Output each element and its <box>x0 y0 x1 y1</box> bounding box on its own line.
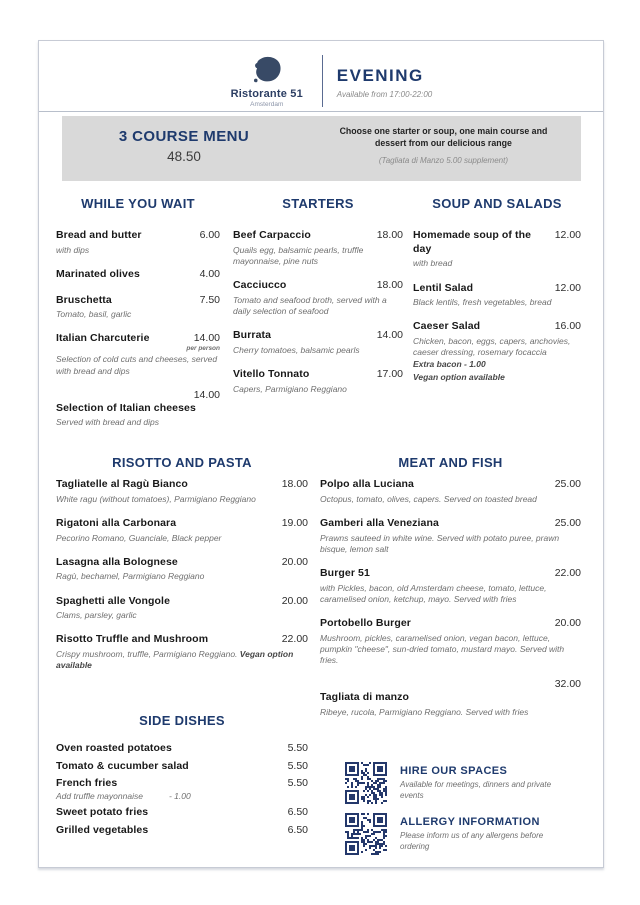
menu-item <box>413 229 581 270</box>
dish-price-box <box>288 777 308 789</box>
menu-item <box>56 268 220 282</box>
menu-item-row <box>56 294 220 308</box>
dish-name: Beef Carpaccio <box>233 229 311 241</box>
menu-item <box>56 332 220 376</box>
dish-price-box <box>377 229 403 241</box>
qr-code-icon <box>345 762 387 804</box>
menu-item-row <box>56 229 220 243</box>
dish-price: 17.00 <box>376 368 403 381</box>
menu-item-row <box>320 517 581 531</box>
restaurant-name: Ristorante 51 <box>230 88 303 100</box>
dish-price-box <box>377 329 403 341</box>
dish-description: Capers, Parmigiano Reggiano <box>233 383 347 394</box>
dish-price-box <box>555 567 581 579</box>
dish-price: 6.50 <box>287 806 308 819</box>
ink-blob-logo-icon <box>249 55 285 87</box>
menu-item <box>56 777 308 802</box>
section-title: SOUP AND SALADS <box>432 196 562 211</box>
footer-link-title: ALLERGY INFORMATION <box>400 816 540 828</box>
section-title: STARTERS <box>282 196 354 211</box>
course-menu-offer <box>62 116 306 181</box>
menu-item <box>233 279 403 317</box>
dish-description: Crispy mushroom, truffle, Parmigiano Reggiano. Vegan option available <box>56 649 294 671</box>
dish-description: Quails egg, balsamic pearls, truffle mayonnaise, pine nuts <box>233 244 364 266</box>
dish-price: 5.50 <box>287 777 308 790</box>
dish-name: Gamberi alla Veneziana <box>320 516 439 529</box>
menu-item-row <box>56 760 308 774</box>
dish-price-note: per person <box>186 345 220 353</box>
dish-price-box <box>555 282 581 294</box>
dish-price-box <box>555 617 581 629</box>
dish-description: with bread <box>413 258 453 269</box>
menu-item-row <box>56 595 308 609</box>
footer-link-desc: Available for meetings, dinners and private events <box>400 780 552 800</box>
menu-item <box>56 229 220 256</box>
menu-item <box>233 329 403 356</box>
dish-name: Caeser Salad <box>413 320 481 333</box>
restaurant-city: Amsterdam <box>250 101 284 108</box>
dish-description: Served with bread and dips <box>56 417 160 428</box>
menu-item-row <box>233 329 403 343</box>
section-title: SIDE DISHES <box>139 713 225 728</box>
dish-price: 20.00 <box>281 594 308 607</box>
menu-item-row <box>56 402 220 416</box>
menu-item <box>320 678 581 718</box>
course-menu-price: 48.50 <box>167 149 201 164</box>
dish-name: Tagliatelle al Ragù Bianco <box>56 478 188 490</box>
dish-addon-note: Add truffle mayonnaise - 1.00 <box>56 790 191 801</box>
menu-item-row <box>320 478 581 492</box>
dish-price: 5.50 <box>287 742 308 754</box>
dish-name: Rigatoni alla Carbonara <box>56 516 177 529</box>
dish-description: Black lentils, fresh vegetables, bread <box>413 297 552 308</box>
dish-name: Lasagna alla Bolognese <box>56 555 178 568</box>
menu-item <box>56 595 308 622</box>
dish-name: Polpo alla Luciana <box>320 478 414 490</box>
qr-code-icon <box>345 813 387 855</box>
dish-name: Tomato & cucumber salad <box>56 759 189 772</box>
dish-price: 14.00 <box>376 329 403 342</box>
menu-item-row <box>56 777 308 791</box>
dish-name: Burger 51 <box>320 566 370 579</box>
dish-option-note: Vegan option available <box>413 371 505 382</box>
menu-item <box>56 633 308 671</box>
dish-description: Pecorino Romano, Guanciale, Black pepper <box>56 532 222 543</box>
section-meat-and-fish <box>320 455 581 730</box>
course-menu-note: Choose one starter or soup, one main course and dessert from our delicious range <box>339 126 548 148</box>
page-header <box>47 53 611 108</box>
menu-item <box>56 478 308 505</box>
menu-item <box>56 294 220 321</box>
dish-price-box <box>555 478 581 490</box>
dish-name: Marinated olives <box>56 267 140 280</box>
dish-price: 22.00 <box>281 633 308 646</box>
dish-price: 5.50 <box>287 759 308 772</box>
dish-name: Oven roasted potatoes <box>56 742 172 754</box>
course-menu-banner <box>62 116 581 181</box>
footer-link <box>345 813 585 855</box>
menu-item-row <box>56 268 220 282</box>
menu-item-row <box>56 517 308 531</box>
section-soup-and-salads <box>413 196 581 395</box>
menu-item <box>320 567 581 605</box>
dish-description: Selection of cold cuts and cheeses, served with bread and dips <box>56 354 218 376</box>
dish-price: 6.50 <box>287 823 308 836</box>
dish-price: 7.50 <box>199 293 220 306</box>
dish-name: French fries <box>56 777 118 790</box>
menu-item-row <box>56 332 220 352</box>
dish-name: Sweet potato fries <box>56 806 149 819</box>
menu-item <box>56 824 308 838</box>
dish-price-box <box>282 517 308 529</box>
dish-name: Cacciucco <box>233 279 287 292</box>
menu-item <box>413 282 581 309</box>
footer-link-text <box>400 813 570 855</box>
menu-item <box>56 389 220 429</box>
dish-name: Lentil Salad <box>413 281 474 294</box>
menu-item-row <box>56 824 308 838</box>
menu-item-row <box>56 742 308 756</box>
section-title: RISOTTO AND PASTA <box>112 455 252 470</box>
footer-link-title: HIRE OUR SPACES <box>400 765 508 777</box>
dish-price: 12.00 <box>554 229 581 241</box>
menu-item-row <box>413 282 581 296</box>
dish-description: with Pickles, bacon, old Amsterdam cheese, tomato, lettuce, caramelised onion, ketchup, mayo. Served with fries <box>320 582 547 604</box>
dish-name: Bread and butter <box>56 229 142 241</box>
dish-description: Clams, parsley, garlic <box>56 610 137 621</box>
menu-item <box>320 617 581 666</box>
dish-price: 32.00 <box>554 678 581 691</box>
dish-price-box <box>555 229 581 241</box>
course-menu-note-block <box>306 116 581 181</box>
dish-price-box <box>555 517 581 529</box>
menu-item-row <box>233 279 403 293</box>
menu-item <box>56 556 308 583</box>
dish-price-box <box>282 478 308 490</box>
dish-price: 22.00 <box>554 566 581 579</box>
menu-item-row <box>56 556 308 570</box>
dish-description: Cherry tomatoes, balsamic pearls <box>233 344 360 355</box>
menu-item-row <box>320 567 581 581</box>
menu-item-row <box>413 229 581 256</box>
menu-item-row <box>320 691 581 705</box>
section-starters <box>233 196 403 407</box>
dish-price: 14.00 <box>193 388 220 401</box>
footer-link-text <box>400 762 570 804</box>
menu-item-row <box>56 633 308 647</box>
section-risotto-and-pasta <box>56 455 308 684</box>
section-side-dishes <box>56 713 308 841</box>
menu-item <box>233 229 403 267</box>
dish-description: Mushroom, pickles, caramelised onion, vegan bacon, lettuce, pumpkin "cheese", sun-dried tomato, mustard mayo. Served with fries. <box>320 632 565 666</box>
dish-price: 16.00 <box>554 320 581 333</box>
dish-name: Grilled vegetables <box>56 823 149 836</box>
dish-price: 20.00 <box>281 555 308 568</box>
dish-name: Italian Charcuterie <box>56 332 150 345</box>
menu-item <box>233 368 403 395</box>
dish-price: 6.00 <box>199 229 220 241</box>
section-while-you-wait <box>56 196 220 441</box>
menu-item-row <box>56 478 308 492</box>
dish-name: Selection of Italian cheeses <box>56 401 196 414</box>
menu-item <box>320 478 581 505</box>
header-rule <box>39 111 603 112</box>
dish-option-note: Extra bacon - 1.00 <box>413 359 486 370</box>
dish-price: 19.00 <box>281 516 308 529</box>
menu-item <box>56 806 308 820</box>
dish-description: with dips <box>56 244 90 255</box>
dish-description: Octopus, tomato, olives, capers. Served on toasted bread <box>320 493 537 504</box>
dish-description: Tomato and seafood broth, served with a daily selection of seafood <box>233 294 387 316</box>
section-title: WHILE YOU WAIT <box>81 196 195 211</box>
dish-price: 4.00 <box>199 267 220 280</box>
footer-links <box>345 762 585 864</box>
dish-price-box <box>200 229 220 241</box>
menu-item-row <box>233 229 403 243</box>
course-menu-supplement: (Tagliata di Manzo 5.00 supplement) <box>378 155 509 165</box>
dish-price-box <box>288 760 308 772</box>
dish-price-box <box>288 824 308 836</box>
menu-item-row <box>413 320 581 334</box>
dish-price: 25.00 <box>554 478 581 490</box>
dish-name: Vitello Tonnato <box>233 368 310 381</box>
dish-name: Spaghetti alle Vongole <box>56 594 171 607</box>
menu-page <box>38 40 604 868</box>
menu-item <box>56 742 308 756</box>
dish-name: Tagliata di manzo <box>320 691 410 704</box>
dish-description: Tomato, basil, garlic <box>56 309 132 320</box>
dish-price-box <box>186 332 220 352</box>
header-divider <box>322 55 323 107</box>
dish-price-box <box>200 268 220 280</box>
menu-item <box>56 760 308 774</box>
footer-link-desc: Please inform us of any allergens before ordering <box>400 831 544 851</box>
availability-text: Available from 17:00-22:00 <box>336 90 433 99</box>
dish-price-box <box>288 742 308 754</box>
dish-name: Burrata <box>233 329 272 342</box>
dish-price: 25.00 <box>554 516 581 529</box>
footer-link <box>345 762 585 804</box>
dish-price-box <box>282 633 308 645</box>
dish-price-box <box>555 320 581 332</box>
dish-name: Risotto Truffle and Mushroom <box>56 633 209 646</box>
dish-price-box <box>200 294 220 306</box>
restaurant-logo <box>226 53 308 108</box>
dish-price-box <box>288 806 308 818</box>
menu-title: EVENING <box>336 66 424 85</box>
menu-item <box>320 517 581 555</box>
dish-price: 18.00 <box>376 229 403 241</box>
menu-item <box>413 320 581 383</box>
dish-price: 18.00 <box>281 478 308 490</box>
dish-price: 12.00 <box>554 281 581 294</box>
dish-description: Ribeye, rucola, Parmigiano Reggiano. Served with fries <box>320 706 529 717</box>
dish-price: 20.00 <box>554 617 581 630</box>
dish-price-box <box>282 556 308 568</box>
menu-item-row <box>56 806 308 820</box>
dish-name: Homemade soup of the day <box>413 229 532 255</box>
section-title: MEAT AND FISH <box>398 455 503 470</box>
dish-price-box <box>377 279 403 291</box>
dish-price-box <box>282 595 308 607</box>
dish-description: Ragù, bechamel, Parmigiano Reggiano <box>56 571 205 582</box>
dish-price: 14.00 <box>193 332 220 345</box>
dish-description: Prawns sauteed in white wine. Served with potato puree, prawn bisque, lemon salt <box>320 532 560 554</box>
course-menu-title: 3 COURSE MENU <box>118 128 250 145</box>
dish-price: 18.00 <box>376 279 403 292</box>
dish-price-box <box>377 368 403 380</box>
dish-description: White ragu (without tomatoes), Parmigiano Reggiano <box>56 493 256 504</box>
dish-description: Chicken, bacon, eggs, capers, anchovies, caeser dressing, rosemary focaccia <box>413 336 571 358</box>
menu-title-block <box>337 53 432 108</box>
menu-item-row <box>233 368 403 382</box>
menu-item-row <box>320 617 581 631</box>
dish-name: Bruschetta <box>56 293 112 306</box>
menu-item <box>56 517 308 544</box>
dish-name: Portobello Burger <box>320 617 411 630</box>
